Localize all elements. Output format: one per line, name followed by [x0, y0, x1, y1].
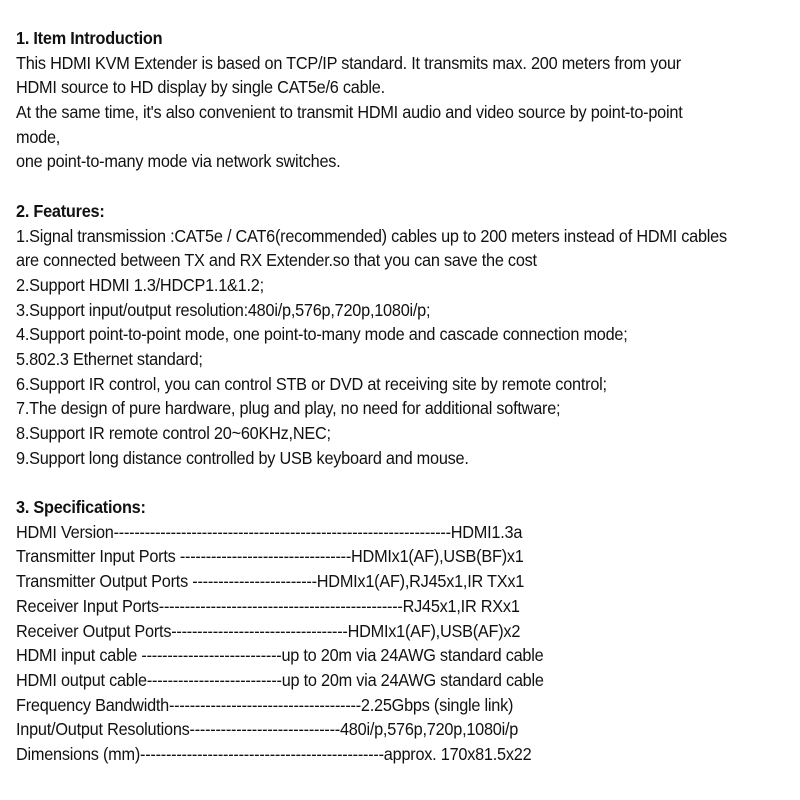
spec-line: Transmitter Input Ports ---------------------------------HDMIx1(AF),USB(BF)x1: [16, 546, 524, 567]
feature-line: 7.The design of pure hardware, plug and play, no need for additional software;: [16, 398, 561, 419]
spec-line: Input/Output Resolutions-----------------------------480i/p,576p,720p,1080i/p: [16, 719, 519, 740]
spec-line: HDMI Version-----------------------------------------------------------------HDMI1.3a: [16, 521, 523, 542]
section-spacer: [16, 470, 794, 495]
feature-line: 1.Signal transmission :CAT5e / CAT6(recommended) cables up to 200 meters instead of HDMI cables: [16, 225, 727, 246]
intro-line: At the same time, it's also convenient to transmit HDMI audio and video source by point-to-point: [16, 102, 683, 123]
spec-line: Receiver Output Ports----------------------------------HDMIx1(AF),USB(AF)x2: [16, 620, 521, 641]
intro-line: This HDMI KVM Extender is based on TCP/IP standard. It transmits max. 200 meters from your: [16, 52, 681, 73]
intro-line: mode,: [16, 126, 61, 147]
spec-line: HDMI output cable--------------------------up to 20m via 24AWG standard cable: [16, 669, 544, 690]
spec-line: Transmitter Output Ports ------------------------HDMIx1(AF),RJ45x1,IR TXx1: [16, 571, 525, 592]
section-heading-introduction: 1. Item Introduction: [16, 28, 163, 48]
spec-line: HDMI input cable ---------------------------up to 20m via 24AWG standard cable: [16, 645, 544, 666]
section-heading-features: 2. Features:: [16, 200, 105, 221]
feature-line: 9.Support long distance controlled by USB keyboard and mouse.: [16, 447, 469, 468]
feature-line: 3.Support input/output resolution:480i/p,576p,720p,1080i/p;: [16, 299, 431, 320]
feature-line: 4.Support point-to-point mode, one point-to-many mode and cascade connection mode;: [16, 324, 628, 345]
spec-line: Dimensions (mm)-----------------------------------------------approx. 170x81.5x22: [16, 743, 532, 764]
document-page: [16, 26, 794, 767]
feature-line: are connected between TX and RX Extender.so that you can save the cost: [16, 250, 537, 271]
spec-line: Frequency Bandwidth-------------------------------------2.25Gbps (single link): [16, 694, 514, 715]
feature-line: 5.802.3 Ethernet standard;: [16, 348, 203, 369]
feature-line: 6.Support IR control, you can control STB or DVD at receiving site by remote control;: [16, 373, 607, 394]
section-heading-specifications: 3. Specifications:: [16, 497, 146, 518]
intro-line: one point-to-many mode via network switches.: [16, 151, 341, 172]
feature-line: 2.Support HDMI 1.3/HDCP1.1&1.2;: [16, 274, 264, 295]
intro-line: HDMI source to HD display by single CAT5e/6 cable.: [16, 77, 385, 98]
spec-line: Receiver Input Ports-----------------------------------------------RJ45x1,IR RXx1: [16, 595, 520, 616]
feature-line: 8.Support IR remote control 20~60KHz,NEC;: [16, 423, 331, 443]
section-spacer: [16, 174, 794, 199]
